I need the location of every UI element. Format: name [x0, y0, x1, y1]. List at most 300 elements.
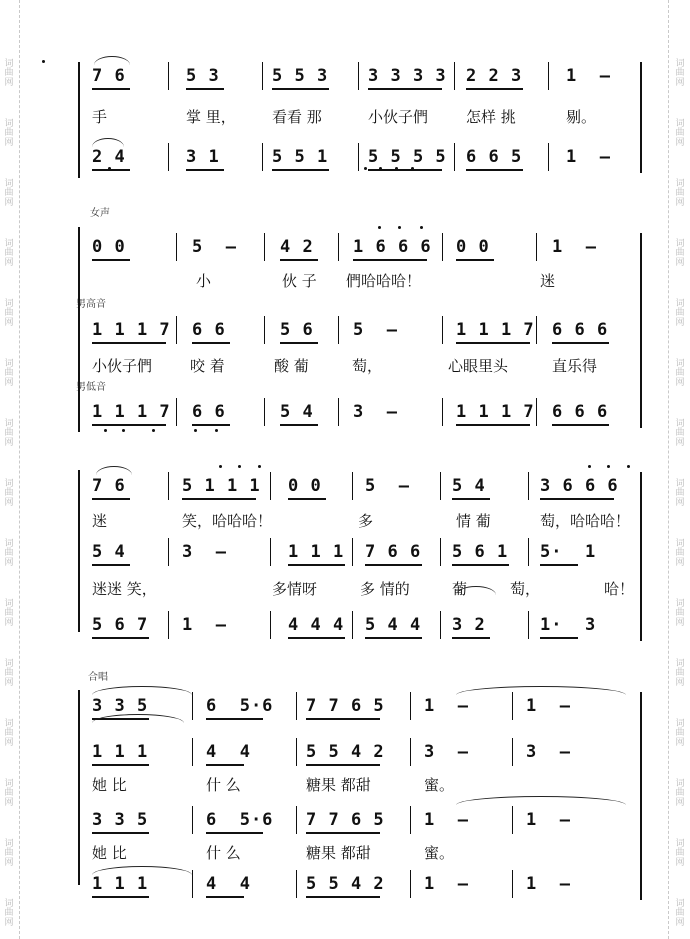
note-group: 6 5·6: [206, 810, 274, 830]
barline: [352, 538, 353, 566]
octave-dot: [607, 465, 610, 468]
end-barline: [640, 692, 642, 900]
octave-dot: [627, 465, 630, 468]
barline: [528, 538, 529, 566]
watermark-text: [675, 60, 685, 88]
lyric-text: 什 么: [206, 776, 241, 794]
barline: [548, 143, 549, 171]
watermark-char: 网: [675, 377, 685, 388]
octave-dot: [258, 465, 261, 468]
beam: [540, 564, 578, 566]
lyric-text: 們哈哈哈！: [346, 272, 422, 290]
watermark-text: [4, 420, 14, 448]
watermark-text: [4, 60, 14, 88]
slur: [456, 586, 496, 595]
barline: [264, 398, 265, 426]
watermark-text: [4, 300, 14, 328]
watermark-char: 曲: [675, 908, 685, 919]
barline: [192, 806, 193, 834]
watermark-text: [675, 180, 685, 208]
lyric-text: 笑，哈哈哈！: [182, 512, 273, 530]
note-group: 6 5·6: [206, 696, 274, 716]
tenor-voice-label: 男高音: [76, 299, 106, 310]
beam: [186, 88, 224, 90]
note-group: 7 6: [92, 476, 126, 496]
note-group: 6 6 6: [552, 320, 609, 340]
slur: [92, 138, 124, 147]
barline: [410, 692, 411, 720]
slur: [94, 56, 130, 65]
watermark-text: [4, 180, 14, 208]
barline: [454, 143, 455, 171]
beam: [540, 637, 578, 639]
right-margin-line: [668, 0, 669, 939]
watermark-text: [675, 360, 685, 388]
barline: [168, 62, 169, 90]
watermark-char: 词: [675, 839, 685, 849]
note-group: 4 4 4: [288, 615, 345, 635]
barline: [442, 233, 443, 261]
watermark-char: 词: [4, 659, 14, 669]
note-group: 7 7 6 5: [306, 810, 385, 830]
note-group: 5 –: [365, 476, 410, 496]
note-group: 1 –: [424, 810, 469, 830]
beam: [466, 88, 523, 90]
lyric-text: 萄，: [510, 580, 541, 598]
barline: [262, 143, 263, 171]
watermark-text: [675, 120, 685, 148]
octave-dot: [398, 226, 401, 229]
watermark-text: [4, 360, 14, 388]
watermark-char: 词: [675, 659, 685, 669]
watermark-text: [675, 240, 685, 268]
note-group: 3 6 6 6: [540, 476, 619, 496]
watermark-char: 词: [4, 59, 14, 69]
note-group: 4 4: [206, 742, 251, 762]
watermark-char: 曲: [675, 608, 685, 619]
female-voice-label: 女声: [90, 208, 110, 219]
watermark-text: [675, 420, 685, 448]
barline: [548, 62, 549, 90]
system-bracket: [78, 690, 80, 885]
lyric-text: 糖果 都甜: [306, 776, 371, 794]
barline: [176, 398, 177, 426]
barline: [192, 692, 193, 720]
octave-dot: [219, 465, 222, 468]
watermark-char: 词: [4, 479, 14, 489]
watermark-text: [675, 480, 685, 508]
watermark-char: 词: [675, 239, 685, 249]
lyric-text: 什 么: [206, 844, 241, 862]
barline: [440, 472, 441, 500]
octave-dot: [238, 465, 241, 468]
beam: [92, 424, 166, 426]
barline: [168, 538, 169, 566]
barline: [528, 472, 529, 500]
beam: [280, 259, 318, 261]
watermark-text: [4, 240, 14, 268]
watermark-char: 词: [4, 779, 14, 789]
watermark-text: [675, 600, 685, 628]
note-group: 5 1 1 1: [182, 476, 261, 496]
beam: [92, 637, 149, 639]
beam: [306, 764, 380, 766]
lyric-text: 糖果 都甜: [306, 844, 371, 862]
watermark-char: 网: [675, 197, 685, 208]
watermark-char: 网: [675, 617, 685, 628]
watermark-char: 词: [675, 59, 685, 69]
note-group: 1 –: [424, 874, 469, 894]
note-group: 1 –: [526, 874, 571, 894]
beam: [456, 259, 494, 261]
note-group: 1 1 1 7: [456, 402, 535, 422]
bass-voice-label: 男低音: [76, 382, 106, 393]
watermark-char: 曲: [4, 848, 14, 859]
barline: [512, 806, 513, 834]
barline: [352, 472, 353, 500]
octave-dot: [395, 167, 398, 170]
beam: [206, 718, 263, 720]
beam: [206, 764, 244, 766]
lyric-text: 掌 里，: [186, 108, 236, 126]
end-barline: [640, 62, 642, 173]
barline: [454, 62, 455, 90]
barline: [192, 738, 193, 766]
lyric-text: 看看 那: [272, 108, 322, 126]
lyric-text: 小: [196, 272, 212, 290]
beam: [92, 564, 130, 566]
note-group: 3 –: [182, 542, 227, 562]
slur: [456, 796, 626, 805]
watermark-char: 网: [675, 917, 685, 928]
note-group: 5 5 3: [272, 66, 329, 86]
lyric-text: 直乐得: [552, 357, 598, 375]
beam: [206, 832, 263, 834]
watermark-char: 词: [4, 179, 14, 189]
beam: [92, 259, 130, 261]
watermark-char: 曲: [675, 128, 685, 139]
watermark-char: 曲: [4, 308, 14, 319]
lyric-text: 蜜。: [424, 844, 455, 862]
watermark-char: 曲: [4, 668, 14, 679]
watermark-char: 词: [675, 539, 685, 549]
lyric-text: 小伙子們: [92, 357, 153, 375]
barline: [358, 143, 359, 171]
barline: [512, 870, 513, 898]
beam: [92, 498, 130, 500]
barline: [168, 472, 169, 500]
barline: [270, 611, 271, 639]
watermark-char: 词: [4, 539, 14, 549]
barline: [176, 316, 177, 344]
note-group: 7 7 6 5: [306, 696, 385, 716]
note-group: 5 6 1: [452, 542, 509, 562]
beam: [452, 637, 490, 639]
note-group: 3 –: [353, 402, 398, 422]
beam: [206, 896, 244, 898]
note-group: 1 1 1 7: [456, 320, 535, 340]
lyric-text: 剔。: [566, 108, 597, 126]
chorus-label: 合唱: [88, 672, 108, 683]
watermark-char: 词: [4, 119, 14, 129]
watermark-char: 曲: [4, 728, 14, 739]
watermark-char: 曲: [4, 68, 14, 79]
system-bracket: [78, 227, 80, 432]
watermark-char: 网: [675, 797, 685, 808]
watermark-char: 网: [675, 737, 685, 748]
watermark-text: [4, 480, 14, 508]
beam: [552, 342, 609, 344]
barline: [338, 316, 339, 344]
barline: [338, 398, 339, 426]
barline: [536, 398, 537, 426]
watermark-char: 网: [4, 737, 14, 748]
watermark-char: 词: [4, 719, 14, 729]
octave-dot: [104, 429, 107, 432]
beam: [192, 342, 230, 344]
note-group: 1 1 1 7: [92, 320, 171, 340]
watermark-char: 词: [675, 119, 685, 129]
beam: [182, 498, 256, 500]
lyric-text: 小伙子們: [368, 108, 429, 126]
lyric-text: 多: [358, 512, 374, 530]
octave-dot: [588, 465, 591, 468]
lyric-text: 蜜。: [424, 776, 455, 794]
lyric-text: 迷: [92, 512, 108, 530]
note-group: 3 –: [526, 742, 571, 762]
barline: [296, 738, 297, 766]
barline: [442, 398, 443, 426]
note-group: 3 1: [186, 147, 220, 167]
watermark-char: 词: [4, 299, 14, 309]
barline: [264, 233, 265, 261]
note-group: 4 4: [206, 874, 251, 894]
slur: [92, 866, 192, 875]
octave-dot: [364, 167, 367, 170]
octave-dot: [411, 167, 414, 170]
note-group: 1 –: [526, 696, 571, 716]
beam: [288, 564, 345, 566]
watermark-char: 网: [4, 797, 14, 808]
beam: [368, 88, 442, 90]
barline: [536, 316, 537, 344]
watermark-char: 词: [675, 719, 685, 729]
system-bracket: [78, 470, 80, 632]
note-group: 1· 3: [540, 615, 597, 635]
slur: [92, 686, 192, 695]
note-group: 5· 1: [540, 542, 597, 562]
barline: [410, 738, 411, 766]
lyric-text: 怎样 挑: [466, 108, 516, 126]
barline: [358, 62, 359, 90]
note-group: 5 5 5 5: [368, 147, 447, 167]
note-group: 1 1 1: [92, 742, 149, 762]
lyric-text: 哈！: [604, 580, 635, 598]
beam: [452, 498, 490, 500]
lyric-text: 手: [92, 108, 108, 126]
watermark-char: 曲: [4, 488, 14, 499]
note-group: 1 –: [424, 696, 469, 716]
barline: [270, 538, 271, 566]
beam: [92, 88, 130, 90]
beam: [365, 637, 422, 639]
lyric-text: 萄，: [352, 357, 383, 375]
beam: [280, 424, 318, 426]
note-group: 1 –: [526, 810, 571, 830]
lyric-text: 伙 子: [282, 272, 317, 290]
watermark-char: 网: [675, 257, 685, 268]
watermark-char: 曲: [675, 248, 685, 259]
beam: [306, 718, 380, 720]
lyric-text: 酸 葡: [274, 357, 309, 375]
note-group: 1 –: [552, 237, 597, 257]
note-group: 5 4: [280, 402, 314, 422]
note-group: 5 5 4 2: [306, 742, 385, 762]
lyric-text: 咬 着: [190, 357, 225, 375]
lyric-text: 迷: [540, 272, 556, 290]
barline: [528, 611, 529, 639]
watermark-char: 网: [675, 497, 685, 508]
barline: [168, 611, 169, 639]
beam: [92, 169, 130, 171]
note-group: 0 0: [456, 237, 490, 257]
note-group: 6 6: [192, 402, 226, 422]
watermark-text: [4, 780, 14, 808]
watermark-text: [4, 720, 14, 748]
note-group: 1 –: [566, 66, 611, 86]
watermark-text: [4, 540, 14, 568]
watermark-text: [675, 840, 685, 868]
watermark-text: [675, 900, 685, 928]
watermark-char: 网: [4, 857, 14, 868]
watermark-char: 网: [675, 557, 685, 568]
octave-dot: [108, 167, 111, 170]
watermark-char: 网: [4, 77, 14, 88]
watermark-char: 网: [4, 677, 14, 688]
slur: [96, 466, 132, 475]
watermark-text: [4, 840, 14, 868]
note-group: 1 1 1: [288, 542, 345, 562]
barline: [270, 472, 271, 500]
watermark-char: 曲: [675, 548, 685, 559]
beam: [92, 832, 149, 834]
slur: [456, 686, 626, 695]
octave-dot: [194, 429, 197, 432]
note-group: 6 6: [192, 320, 226, 340]
beam: [288, 498, 326, 500]
barline: [512, 692, 513, 720]
watermark-char: 词: [675, 359, 685, 369]
beam: [353, 259, 427, 261]
watermark-char: 曲: [4, 428, 14, 439]
watermark-char: 网: [675, 77, 685, 88]
watermark-char: 曲: [4, 788, 14, 799]
note-group: 3 3 5: [92, 810, 149, 830]
watermark-text: [4, 660, 14, 688]
octave-dot: [122, 429, 125, 432]
beam: [272, 169, 329, 171]
beam: [456, 342, 530, 344]
watermark-char: 曲: [4, 188, 14, 199]
lyric-text: 她 比: [92, 776, 127, 794]
barline: [264, 316, 265, 344]
watermark-char: 词: [675, 419, 685, 429]
note-group: 5 4: [92, 542, 126, 562]
barline: [262, 62, 263, 90]
beam: [306, 832, 380, 834]
watermark-char: 网: [4, 437, 14, 448]
barline: [352, 611, 353, 639]
watermark-char: 网: [4, 317, 14, 328]
watermark-char: 网: [675, 677, 685, 688]
watermark-char: 曲: [675, 368, 685, 379]
note-group: 7 6: [92, 66, 126, 86]
watermark-char: 词: [4, 419, 14, 429]
watermark-char: 网: [675, 317, 685, 328]
end-barline: [640, 233, 642, 428]
watermark-char: 曲: [4, 908, 14, 919]
watermark-text: [675, 720, 685, 748]
note-group: 5 4: [452, 476, 486, 496]
octave-dot: [215, 429, 218, 432]
note-group: 1 1 1: [92, 874, 149, 894]
barline: [536, 233, 537, 261]
barline: [410, 870, 411, 898]
watermark-char: 网: [4, 497, 14, 508]
octave-dot: [152, 429, 155, 432]
lyric-text: 萄，哈哈哈！: [540, 512, 631, 530]
watermark-text: [4, 900, 14, 928]
note-group: 5 6 7: [92, 615, 149, 635]
system-bracket: [78, 62, 80, 178]
watermark-char: 曲: [675, 488, 685, 499]
watermark-char: 曲: [675, 308, 685, 319]
beam: [466, 169, 523, 171]
watermark-char: 词: [4, 359, 14, 369]
note-group: 2 4: [92, 147, 126, 167]
beam: [280, 342, 318, 344]
barline: [442, 316, 443, 344]
watermark-char: 曲: [675, 668, 685, 679]
watermark-char: 曲: [4, 548, 14, 559]
watermark-char: 曲: [675, 788, 685, 799]
beam: [365, 564, 422, 566]
note-group: 5 –: [353, 320, 398, 340]
watermark-char: 词: [675, 899, 685, 909]
note-group: 1 6 6 6: [353, 237, 432, 257]
barline: [338, 233, 339, 261]
octave-dot: [379, 167, 382, 170]
end-barline: [640, 472, 642, 641]
watermark-text: [675, 300, 685, 328]
watermark-char: 词: [4, 239, 14, 249]
watermark-char: 曲: [4, 128, 14, 139]
note-group: 1 –: [566, 147, 611, 167]
note-group: 0 0: [92, 237, 126, 257]
barline: [176, 233, 177, 261]
watermark-char: 曲: [4, 248, 14, 259]
note-group: 5 5 1: [272, 147, 329, 167]
watermark-char: 词: [675, 599, 685, 609]
note-group: 3 2: [452, 615, 486, 635]
watermark-char: 曲: [675, 848, 685, 859]
watermark-char: 曲: [4, 608, 14, 619]
barline: [296, 806, 297, 834]
octave-dot: [420, 226, 423, 229]
beam: [552, 424, 609, 426]
watermark-char: 网: [4, 617, 14, 628]
note-group: 5 4 4: [365, 615, 422, 635]
